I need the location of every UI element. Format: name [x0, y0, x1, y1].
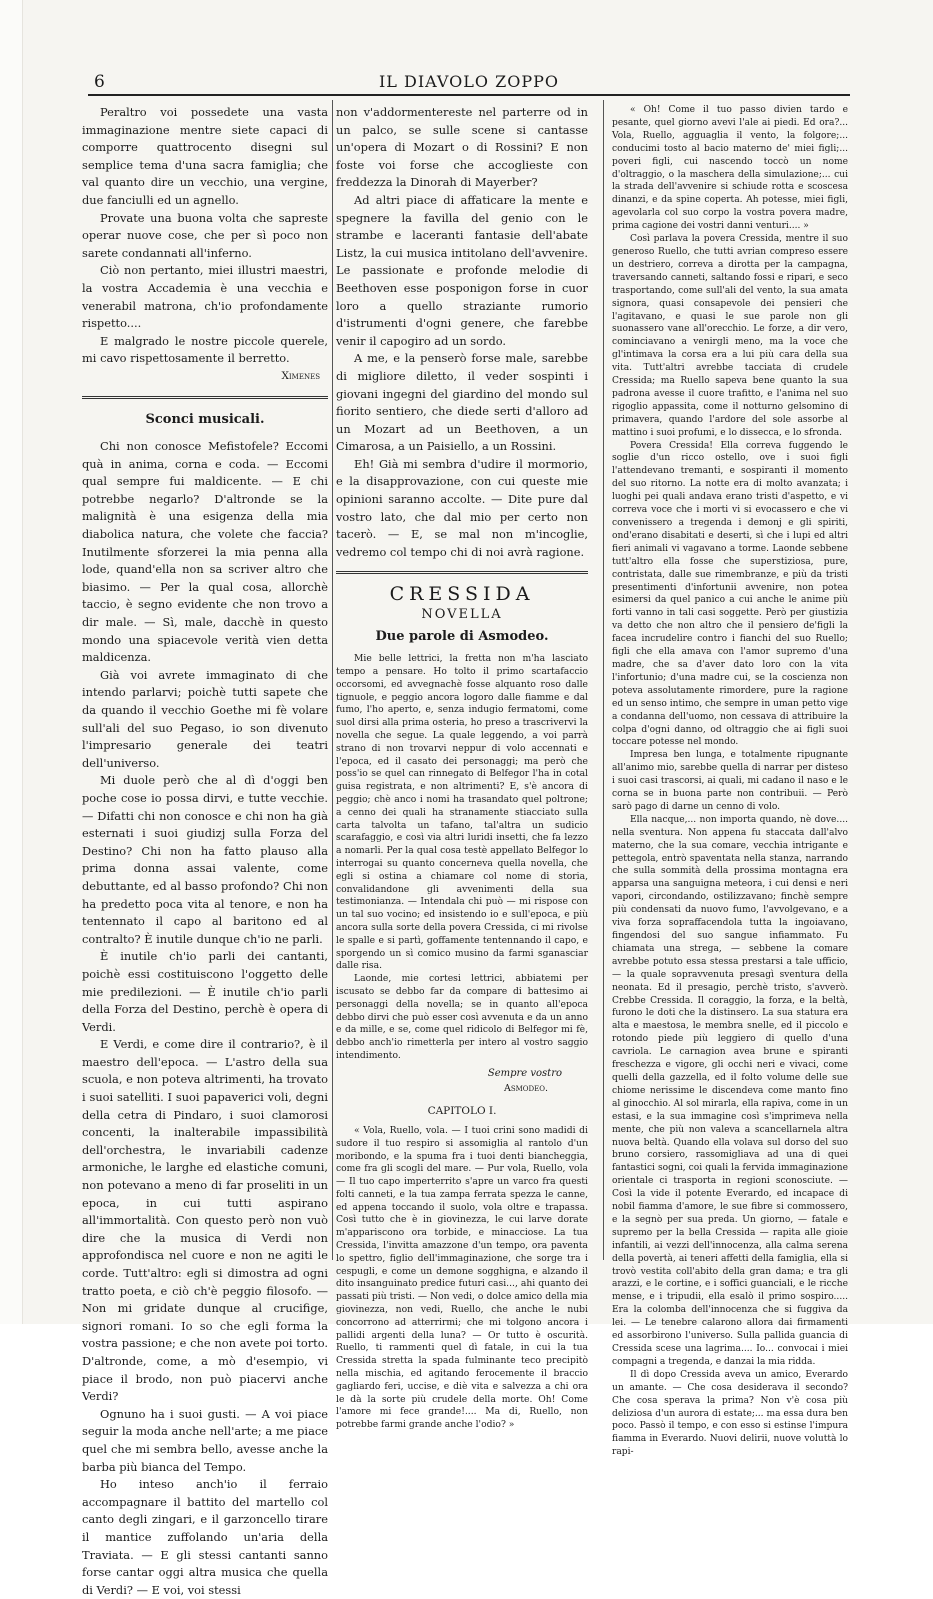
novel-paragraph: « Oh! Come il tuo passo divien tardo e pesante, quel giorno avevi l'ale ai piedi. Ed ora?... Vola, Ruello, agguaglia il vento, la folgore;... conducimi tosto al bacio materno de' miei figli;... poveri figli, cui nascendo toccò un nome d'oltraggio, o la maschera della simulazione;... cui la strada dell'avvenire si schiude rotta e scoscesa dinanzi, e da spine coperta. Ah potesse, miei figli, agevolarla col suo corpo la vostra povera madre, prima cagione dei vostri danni venturi.... » [612, 105, 848, 232]
article-paragraph: E Verdi, e come dire il contrario?, è il maestro dell'epoca. — L'astro della sua scuola, e non poteva altrimenti, ha trovato i suoi satelliti. I suoi papaverici voli, degni della cetra di Pindaro, i suoi clamorosi concenti, la inalterabile impassibilità dell'orchestra, le invariabili cadenze armoniche, le larghe ed elastiche comuni, non potevano a meno di far proseliti in un epoca, in cui tutti aspirano all'immortalità. Con questo però non vuò dire che la musica di Verdi non approfondisca nel cuore e non ne agiti le corde. Tutt'altro: egli si dimostra ad ogni tratto poeta, e ciò ch'è peggio filosofo. — Non mi gridate dunque al crucifige, signori romani. Io so che egli forma la vostra passione; e che non avete poi torto. D'altronde, come, a mò d'esempio, vi piace il brodo, non può piacervi anche Verdi? [82, 1037, 328, 1404]
article-paragraph: Ho inteso anch'io il ferraio accompagnare il battito del martello col canto degli zingari, e il garzoncello tirare il mantice zuffolando un'aria della Traviata. — E gli stessi cantanti sanno forse cantar oggi altra musica che quella di Verdi? — E voi, voi stessi [82, 1477, 328, 1597]
column-3 [612, 104, 848, 1458]
section-rule [336, 571, 588, 574]
preface-paragraph: Mie belle lettrici, la fretta non m'ha lasciato tempo a pensare. Ho tolto il primo scartafaccio occorsomi, ed avvegnachè fosse alquanto roso dalle tignuole, e peggio ancora logoro dalle fiamme e dal fumo, l'ho aperto, e, senza indugio fermatomi, come suol dirsi alla prima osteria, ho preso a trascrivervi la novella che segue. La quale leggendo, a voi parrà strano di non trovarvi neppur di volo accennati e l'epoca, ed il casato dei personaggi; ma però che poss'io se quel can rinnegato di Belfegor l'ha in cotal guisa registrata, e non altrimenti? E, s'è ancora di peggio; chè anco i nomi ha trasandato quel poltrone; a cenno dei quali ha stranamente stiacciato sulla carta talvolta un tafano, tal'altra un sudicio scarafaggio, e così via altri luridi insetti, che fa lezzo a nomarli. Per la qual cosa testè appellato Belfegor lo interrogai su quanto concerneva quella novella, che egli si ostina a chiamare col nome di storia, convalidandone gli avvenimenti della sua testimonianza. — Intendala chi può — mi rispose con un tal suo vocino; ed insistendo io e sull'epoca, e più ancora sulla sorte della povera Cressida, ci mi rivolse le spalle e si partì, goffamente tentennando il capo, e sporgendo un sì comico musino da farmi sganasciar dalle risa. [336, 653, 588, 972]
intro-paragraph: Ciò non pertanto, miei illustri maestri, la vostra Accademia è una vecchia e venerabil matrona, ch'io profondamente rispetto.... [82, 263, 328, 331]
article-paragraph: Chi non conosce Mefistofele? Eccomi quà in anima, corna e coda. — Eccomi qual sempre fui maldicente. — E chi potrebbe negarlo? D'altronde se la malignità è una esigenza della mia diabolica natura, che volete che faccia? Inutilmente sforzerei la mia penna alla lode, quand'ella non sa scriver altro che biasimo. — Per la qual cosa, allorchè taccio, è segno evidente che non trovo a dir male. — Sì, male, dacchè in questo mondo una spiacevole verità vien detta maldicenza. [82, 439, 328, 665]
article-paragraph: Già voi avrete immaginato di che intendo parlarvi; poichè tutti sapete che da quando il vecchio Goethe mi fè volare sull'ali del suo Pegaso, io son divenuto l'impresario generale dei teatri dell'universo. [82, 667, 328, 770]
novel-paragraph: Il dì dopo Cressida aveva un amico, Everardo un amante. — Che cosa desiderava il secondo? Che cosa sperava la prima? Non v'è cosa più deliziosa d'un aurora di estate;... ma essa dura ben poco. Passò il tempo, e con esso si estinse l'impura fiamma in Everardo. Nuovi delirii, nuove voluttà lo rapi- [612, 1369, 848, 1458]
chapter-paragraph: « Vola, Ruello, vola. — I tuoi crini sono madidi di sudore il tuo respiro si assomiglia al rantolo d'un moribondo, e la spuma fra i tuoi denti biancheggia, come fra gli scogli del mare. — Pur vola, Ruello, vola — Il tuo capo imperterrito s'apre un varco fra questi folti canneti, e la tua zampa ferrata spezza le canne, ed appena toccando il suolo, vola oltre e trapassa. Così tutto che è in giovinezza, le cui larve dorate m'appariscono ora torbide, e minacciose. La tua Cressida, l'invitta amazzone d'un tempo, ora paventa lo spettro, figlio dell'immaginazione, che sorge tra i cespugli, e come un demone sogghigna, e alzando il dito insanguinato predice futuri casi..., ahi quanto dei passati più tristi. — Non vedi, o dolce amico della mia giovinezza, non vedi, Ruello, che anche le nubi concorrono ad atterrirmi; che mi tolgono ancora i pallidi argenti della luna? — Or tutto è oscurità. Ruello, ti rammenti quel dì fatale, in cui la tua Cressida stretta la spada fulminante teco precipitò nella mischia, ed agitando ferocemente il braccio gagliardo feri, uccise, e diè vita e salvezza a chi ora le dà la sorte più crudele della morte. Oh! Come l'amore mi fece grande!.... Ma di, Ruello, non potrebbe farmi grande anche l'odio? » [336, 1124, 588, 1431]
header-rule [88, 94, 850, 96]
running-title: IL DIAVOLO ZOPPO [378, 72, 560, 91]
article-paragraph: È inutile ch'io parli dei cantanti, poichè essi costituiscono l'oggetto delle mie predilezioni. — È inutile ch'io parli della Forza del Destino, perchè è opera di Verdi. [82, 949, 328, 1034]
page-number: 6 [94, 72, 105, 92]
closing-signature: Asmodeo. [503, 1082, 548, 1094]
article-paragraph: Ognuno ha i suoi gusti. — A voi piace seguir la moda anche nell'arte; a me piace quel che mi sembra bello, avesse anche la barba più bianca del Tempo. [82, 1406, 328, 1474]
article-paragraph: Mi duole però che al dì d'oggi ben poche cose io possa dirvi, e tutte vecchie. — Difatti chi non conosce e chi non ha già esternati i suoi giudizj sulla Forza del Destino? Chi non ha fatto plauso alla prima donna assai valente, come debuttante, ed al basso profondo? Chi non ha predetto poca vita al tenore, e non ha tentennato il capo al baritono ed al contralto? È inutile dunque ch'io ne parli. [82, 773, 328, 946]
novel-paragraph: Povera Cressida! Ella correva fuggendo le soglie d'un ricco ostello, ove i suoi figli l'attendevano tremanti, e sospiranti il momento del suo ritorno. La notte era di molto avanzata; i luoghi pei quali andava erano tristi d'aspetto, e vi correva voce che i morti vi si evocassero e che vi convenissero a tregenda i demonj e gli spiriti, ond'erano disabitati e deserti, sì che i lupi ed altri fieri animali vi vagavano a torme. Laonde sebbene tutt'altro ella fosse che superstiziosa, pure, contristata, dalle sue rimembranze, e più da tristi presentimenti d'infortunii avvenire, non potea esimersi da quel panico a cui anche le anime più forti vanno in tali casi soggette. Però per giustizia va detto che non altro che il pensiero de'figli la facea incrudelire contro i fianchi del suo Ruello; figli che ella amava con l'amor supremo d'una madre, che sa d'aver dato loro con la vita l'infortunio; d'una madre cui, se la coscienza non poteva assolutamente rimordere, pure la ragione ed un senso intimo, che sempre in uman petto vige a condanna dell'uomo, non cessava di attribuire la colpa d'ogni danno, od oltraggio che ai figli suoi toccare potesse nel mondo. [612, 440, 848, 748]
author-signature: Ximenes [281, 369, 320, 382]
intro-paragraph: Provate una buona volta che sapreste operar nuove cose, che per sì poco non sarete condannati all'inferno. [82, 210, 328, 260]
novel-paragraph: Ella nacque,... non importa quando, nè dove.... nella sventura. Non appena fu staccata dall'alvo materno, che la sua comare, vecchia intrigante e pettegola, entrò spaventata nella stanza, narrando che sulla sommità della prossima montagna era apparsa una sanguigna meteora, i cui densi e neri vapori, circondando, ostilizzavano; finchè sempre più condensati da nuovo fumo, l'avvolgevano, e a viva forza sopraffacendola tutta la ingoiavano, fingendosi del suo sangue infiammato. Fu chiamata una strega, — sebbene la comare avrebbe potuto essa stessa prestarsi a tale ufficio, — la quale sopravvenuta presagì sventura della neonata. Ed il presagio, perchè tristo, s'avverò. Crebbe Cressida. Il coraggio, la forza, e la beltà, furono le doti che la distinsero. La sua statura era alta e maestosa, le membra snelle, ed il piccolo e rotondo piede più leggiero di quello d'una cavriola. Le carnagion avea brune e spiranti freschezza e vigore, gli occhi neri e vivaci, come quelli della gazzella, ed il folto volume delle sue chiome nerissime le discendeva come manto fino al ginocchio. Al sol mirarla, ella rapiva, come in un estasi, e la sua immagine così s'imprimeva nella mente, che più non valeva a scancellarnela altra nuova beltà. Quando ella volava sul dorso del suo bruno corsiero, rassomigliava ad una di quei fantastici sogni, coi quali la fervida immaginazione orientale ci trasporta in regioni sconosciute. — Così la vide il potente Everardo, ed incapace di nobil fiamma d'amore, le sue fibre si commossero, e la segnò per sua preda. Un giorno, — fatale e supremo per la bella Cressida — rapita alle gioie infantili, ai vezzi dell'innocenza, alla calma serena della povertà, ai teneri affetti della famiglia, ella si trovò vestita coll'abito della gran dama; e tra gli arazzi, e le cortine, e i soffici guanciali, e le ricche mense, e i tripudii, ella esalò il primo sospiro..... Era la colomba dell'innocenza che si fuggiva da lei. — Le tenebre calarono allora dai firmamenti ed assorbirono l'universo. Sulla pallida guancia di Cressida scese una lagrima.... Io... convocai i miei compagni a tregenda, e danzai la mia ridda. [612, 814, 848, 1367]
closing-formula: Sempre vostro [487, 1067, 562, 1079]
chapter-heading: CAPITOLO I. [427, 1105, 497, 1118]
section-title: Sconci musicali. [145, 411, 265, 427]
intro-paragraph: Peraltro voi possedete una vasta immaginazione mentre siete capaci di comporre quattrocento disegni sul semplice tema d'una sacra famiglia; che val quanto dire un vecchio, una vergine, due fanciulli ed un agnello. [82, 105, 328, 207]
article-paragraph: non v'addormentereste nel parterre od in un palco, se sulle scene si cantasse un'opera di Mozart o di Rossini? E non foste voi forse che accoglieste con freddezza la Dinorah di Mayerber? [336, 105, 588, 190]
article-paragraph: Ad altri piace di affaticare la mente e spegnere la favilla del genio con le strambe e laceranti fantasie dell'abate Listz, la cui musica intitolano dell'avvenire. Le passionate e profonde melodie di Beethoven esse posponigon forse in cuor loro a quello straziante rumorio d'istrumenti d'ogni genere, che farebbe venir il capogiro ad un sordo. [336, 192, 588, 348]
article-paragraph: Eh! Già mi sembra d'udire il mormorio, e la disapprovazione, con cui queste mie opinioni saranno accolte. — Dite pure dal vostro lato, che dal mio per certo non tacerò. — E, se mal non m'incoglie, vedremo col tempo chi di noi avrà ragione. [336, 456, 588, 559]
section-rule [82, 396, 328, 399]
intro-paragraph: E malgrado le nostre piccole querele, mi cavo rispettosamente il berretto. [82, 333, 328, 366]
novel-part-heading: Due parole di Asmodeo. [375, 628, 549, 644]
novel-paragraph: Così parlava la povera Cressida, mentre il suo generoso Ruello, che tutti avrian compreso essere un destriero, correva a dirotta per la campagna, traversando canneti, saltando fossi e ripari, e seco trasportando, come sull'ali del vento, la sua amata signora, quasi consapevole dei pensieri che l'agitavano, e quasi le sue parole non gli suonassero vane all'orecchio. Le forze, a dir vero, cominciavano a venirgli meno, ma la voce che gl'intimava la corsa era a lui più cara della sua vita. Tutt'altri avrebbe tacciata di crudele Cressida; ma Ruello sapeva bene quanto la sua padrona avesse il cuore trafitto, e l'anima nel suo rigoglio appassita, come il notturno gelsomino di primavera, quando l'ardore del sole assorbe al mattino i suoi profumi, e lo dissecca, e lo sfronda. [612, 234, 848, 438]
novel-paragraph: Impresa ben lunga, e totalmente ripugnante all'animo mio, sarebbe quella di narrar per disteso i suoi casi trascorsi, ai quali, mi cadano il naso e le corna se in buona parte non contribuii. — Però sarò pago di darne un cenno di volo. [612, 750, 848, 812]
preface-paragraph: Laonde, mie cortesi lettrici, abbiatemi per iscusato se debbo far da compare di battesimo ai personaggi della novella; se in quanto all'epoca debbo dirvi che può esser così avvenuta e da un anno e da mille, e se, come quel ridicolo di Belfegor mi fè, debbo anch'io rimetterla per intero al vostro saggio intendimento. [336, 973, 588, 1061]
page-edge [0, 0, 23, 1324]
page-header [88, 68, 850, 94]
column-2 [336, 104, 588, 1431]
article-paragraph: A me, e la penserò forse male, sarebbe di migliore diletto, il veder sospinti i giovani ingegni del giardino del mondo sul fiorito sentiero, che diede serti d'alloro ad un Mozart ad un Beethoven, a un Cimarosa, a un Paisiello, a un Rossini. [336, 351, 588, 454]
novel-title: CRESSIDA [389, 583, 535, 606]
novel-subtitle: NOVELLA [421, 607, 503, 623]
column-1 [82, 104, 328, 1597]
column-rule-2 [603, 100, 604, 1260]
column-rule-1 [332, 100, 333, 1260]
